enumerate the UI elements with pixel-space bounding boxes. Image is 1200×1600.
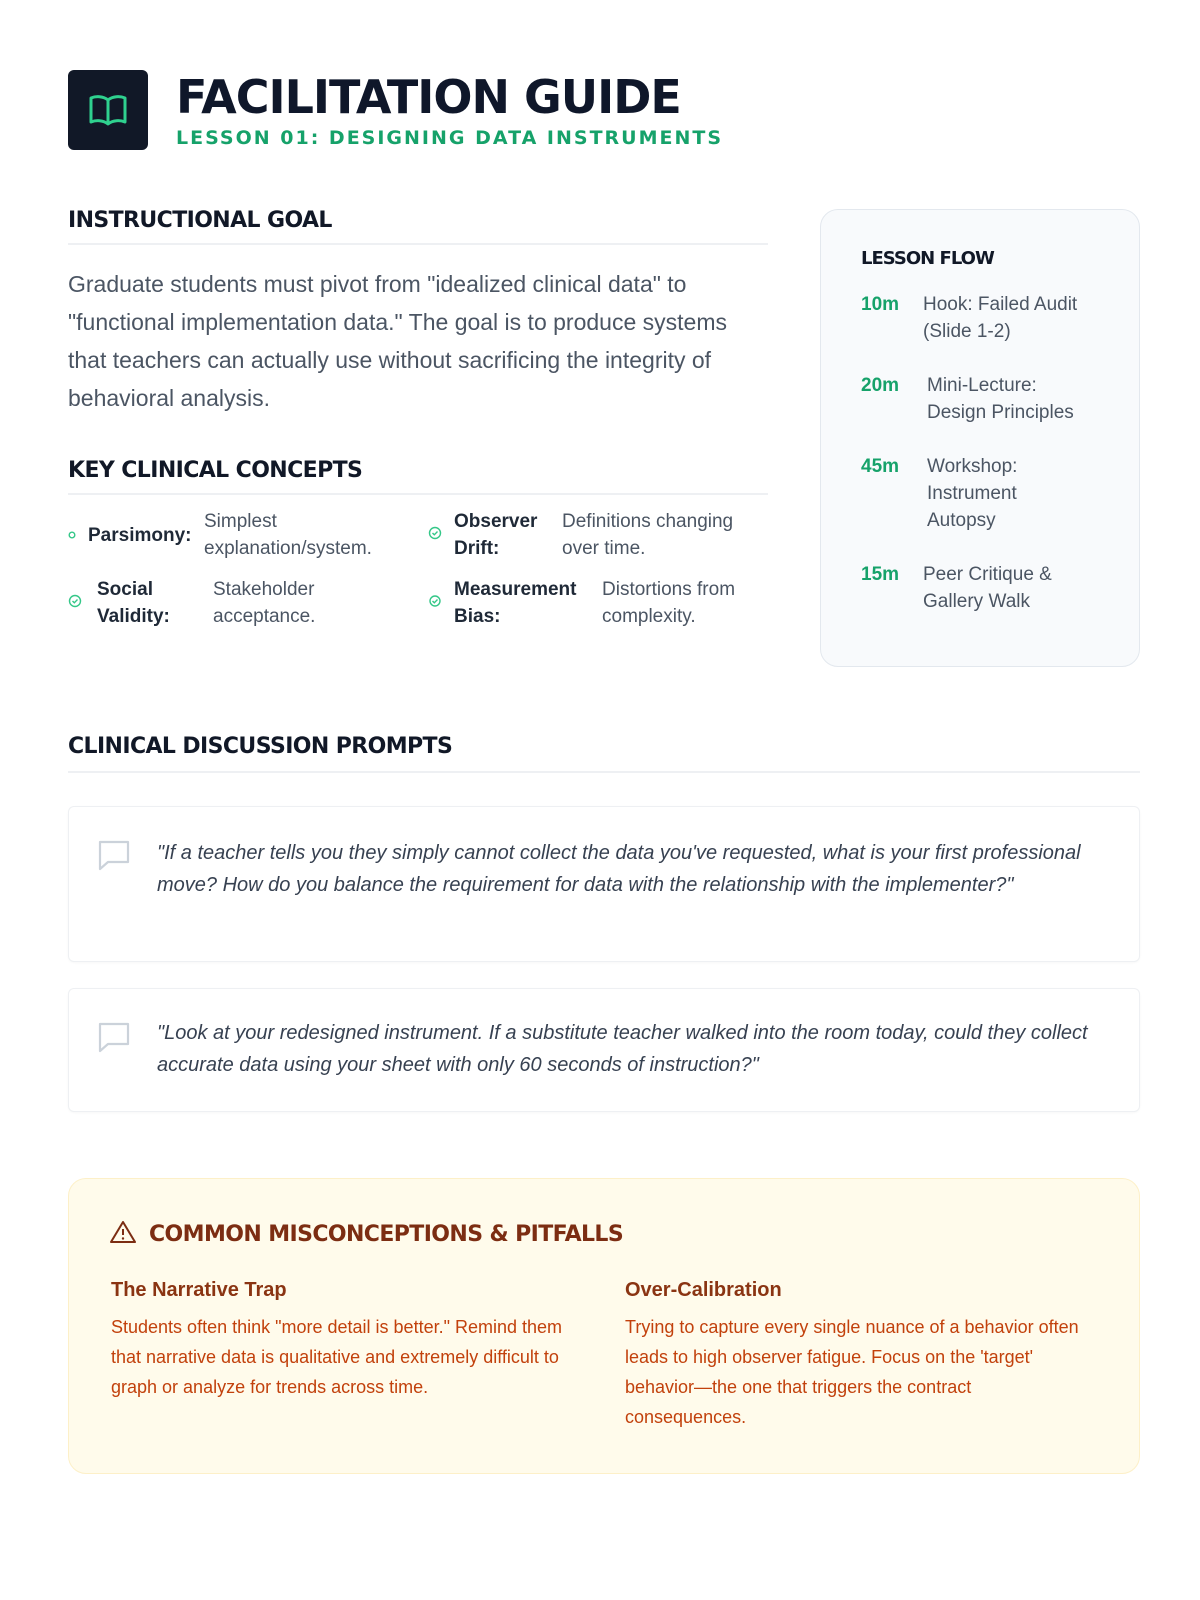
pitfall-name: The Narrative Trap	[111, 1279, 287, 1301]
flow-label: Workshop: Instrument Autopsy	[927, 456, 1018, 531]
pitfall-description: Trying to capture every single nuance of a behavior often leads to high observer fatigue. Focus on the 'target' behavior—the one that triggers the contract consequences.	[625, 1317, 1079, 1427]
discussion-prompts-section	[68, 734, 1140, 773]
concept-term: Social Validity:	[97, 579, 170, 627]
prompt-card	[68, 806, 1140, 962]
chat-bubble-icon	[97, 1021, 131, 1058]
open-book-icon	[88, 92, 128, 128]
section-heading: KEY CLINICAL CONCEPTS	[68, 458, 768, 495]
flow-label: Peer Critique & Gallery Walk	[923, 564, 1052, 612]
flow-label: Hook: Failed Audit (Slide 1-2)	[923, 294, 1078, 342]
concept-item	[428, 507, 762, 563]
pitfall-description: Students often think "more detail is better." Remind them that narrative data is qualitative and extremely difficult to graph or analyze for trends across time.	[111, 1317, 563, 1397]
warning-triangle-icon	[109, 1219, 137, 1250]
flow-item	[861, 372, 1099, 426]
concept-term: Measurement Bias:	[454, 579, 577, 627]
flow-duration: 10m	[861, 294, 900, 315]
check-circle-icon	[68, 594, 82, 613]
pitfall-item	[625, 1279, 1085, 1432]
flow-item	[861, 561, 1099, 615]
concept-definition: Simplest explanation/system.	[204, 511, 372, 559]
concept-grid	[68, 495, 768, 645]
concept-definition: Definitions changing over time.	[562, 511, 734, 559]
check-circle-icon	[428, 526, 442, 545]
prompt-card	[68, 988, 1140, 1112]
goal-text: Graduate students must pivot from "idealized clinical data" to "functional implementation data." The goal is to produce systems that teachers can actually use without sacrificing the integrity of behavioral analysis.	[68, 271, 727, 411]
prompt-text: "If a teacher tells you they simply cannot collect the data you've requested, what is your first professional move? How do you balance the requirement for data with the relationship with the implementer?"	[157, 842, 1081, 896]
flow-duration: 45m	[861, 456, 900, 477]
prompt-text: "Look at your redesigned instrument. If a substitute teacher walked into the room today, could they collect accurate data using your sheet with only 60 seconds of instruction?"	[157, 1022, 1088, 1076]
chat-bubble-icon	[97, 839, 131, 876]
flow-duration: 20m	[861, 375, 900, 396]
key-concepts-section	[68, 458, 768, 645]
logo	[68, 70, 148, 150]
concept-item	[68, 507, 404, 563]
page-title: FACILITATION GUIDE	[176, 70, 681, 124]
section-heading: INSTRUCTIONAL GOAL	[68, 208, 768, 245]
flow-label: Mini-Lecture: Design Principles	[927, 375, 1074, 423]
concept-item	[68, 575, 413, 631]
concept-definition: Stakeholder acceptance.	[213, 579, 316, 627]
pitfalls-card	[68, 1178, 1140, 1474]
concept-term: Parsimony:	[88, 524, 192, 546]
lesson-flow-card	[820, 209, 1140, 667]
page-subtitle: LESSON 01: DESIGNING DATA INSTRUMENTS	[176, 127, 724, 149]
instructional-goal-section	[68, 208, 768, 417]
pitfall-name: Over-Calibration	[625, 1279, 782, 1301]
concept-term: Observer Drift:	[454, 511, 538, 559]
flow-duration: 15m	[861, 564, 900, 585]
concept-definition: Distortions from complexity.	[602, 579, 736, 627]
pitfalls-header	[109, 1219, 623, 1250]
pitfall-item	[111, 1279, 571, 1402]
dot-icon	[68, 526, 82, 544]
page-header	[68, 70, 723, 150]
lesson-flow-title: LESSON FLOW	[861, 248, 994, 269]
concept-item	[428, 575, 772, 631]
flow-item	[861, 453, 1099, 534]
flow-item	[861, 291, 1099, 345]
pitfalls-title: COMMON MISCONCEPTIONS & PITFALLS	[149, 1222, 624, 1247]
section-heading: CLINICAL DISCUSSION PROMPTS	[68, 734, 1140, 773]
check-circle-icon	[428, 594, 442, 613]
